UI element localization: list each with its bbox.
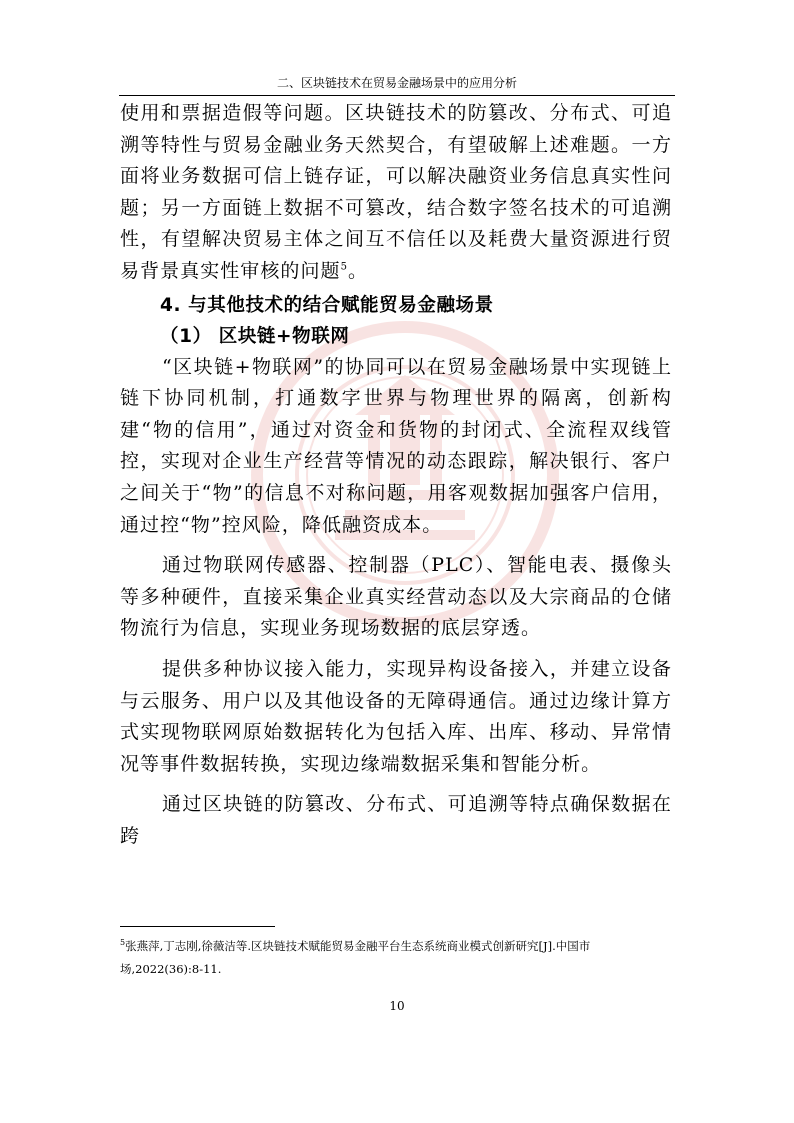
paragraph-end: 。	[347, 259, 369, 282]
footnote	[120, 935, 660, 981]
running-header: 二、区块链技术在贸易金融场景中的应用分析	[276, 76, 517, 90]
footnote-number: 5	[120, 938, 126, 948]
paragraph-1: “区块链+物联网”的协同可以在贸易金融场景中实现链上链下协同机制，打通数字世界与物理世界的隔离，创新构建“物的信用”，通过对资金和货物的封闭式、全流程双线管控，实现对企业生产经营等情况的动态跟踪，解决银行、客户之间关于“物”的信息不对称问题，用客观数据加强客户信用，通过控“物”控风险，降低融资成本。	[120, 355, 672, 536]
page-number: 10	[389, 999, 405, 1013]
footnote-text: 张燕萍,丁志刚,徐薇洁等.区块链技术赋能贸易金融平台生态系统商业模式创新研究[J].中国市场,2022(36):8-11.	[120, 939, 591, 976]
paragraph-continued	[120, 98, 672, 288]
header-rule	[119, 95, 675, 96]
page-body	[120, 98, 672, 852]
subsection-heading: （1） 区块链+物联网	[160, 325, 350, 347]
paragraph-3: 提供多种协议接入能力，实现异构设备接入，并建立设备与云服务、用户以及其他设备的无障碍通信。通过边缘计算方式实现物联网原始数据转化为包括入库、出库、移动、异常情况等事件数据转换，实现边缘端数据采集和智能分析。	[120, 657, 672, 775]
section-heading: 4. 与其他技术的结合赋能贸易金融场景	[160, 294, 494, 316]
paragraph-4: 通过区块链的防篡改、分布式、可追溯等特点确保数据在跨	[120, 793, 672, 847]
paragraph-text: 使用和票据造假等问题。区块链技术的防篡改、分布式、可追溯等特性与贸易金融业务天然契合，有望破解上述难题。一方面将业务数据可信上链存证，可以解决融资业务信息真实性问题；另一方面链上数据不可篡改，结合数字签名技术的可追溯性，有望解决贸易主体之间互不信任以及耗费大量资源进行贸易背景真实性审核的问题	[120, 102, 672, 282]
footnote-rule	[120, 926, 275, 927]
footnote-reference[interactable]: 5	[340, 261, 348, 273]
paragraph-2: 通过物联网传感器、控制器（PLC）、智能电表、摄像头等多种硬件，直接采集企业真实经营动态以及大宗商品的仓储物流行为信息，实现业务现场数据的底层穿透。	[120, 554, 672, 640]
